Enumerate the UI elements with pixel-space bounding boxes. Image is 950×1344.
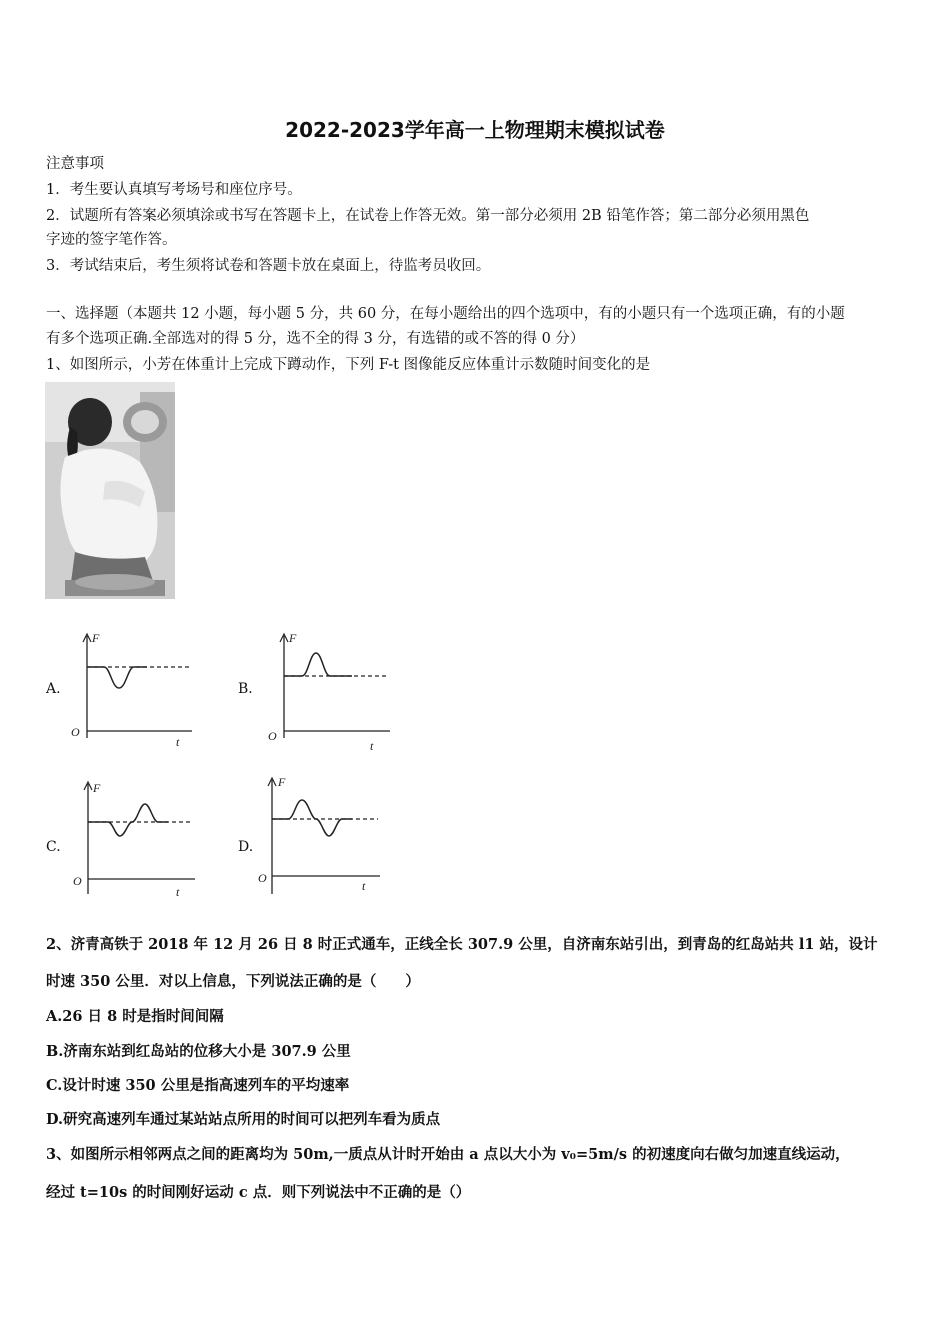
origin-label: O: [73, 874, 82, 888]
question-2-stem: 2、济青高铁于 2018 年 12 月 26 日 8 时正式通车，正线全长 307.9 公里，自济南东站引出，到青岛的红岛站共 l1 站，设计: [46, 936, 878, 953]
section-heading: 一、选择题（本题共 12 小题，每小题 5 分，共 60 分，在每小题给出的四个选项中，有的小题只有一个选项正确，有的小题: [46, 306, 845, 322]
option-c-graph: [70, 776, 210, 906]
section-heading-cont: 有多个选项正确.全部选对的得 5 分，选不全的得 3 分，有选错的或不答的得 0 分）: [46, 331, 585, 347]
axis-t-label: t: [176, 885, 180, 899]
page-title: 2022-2023学年高一上物理期末模拟试卷: [285, 118, 665, 142]
option-d-label: D.: [238, 839, 254, 855]
notice-item: 3．考试结束后，考生须将试卷和答题卡放在桌面上，待监考员收回。: [46, 258, 491, 274]
origin-label: O: [71, 725, 80, 739]
notice-item: 1．考生要认真填写考场号和座位序号。: [46, 182, 302, 198]
origin-label: O: [258, 871, 267, 885]
option-a-label: A.: [46, 681, 61, 697]
axis-t-label: t: [362, 879, 366, 893]
question-2-stem-cont: 时速 350 公里．对以上信息，下列说法正确的是（ ）: [46, 973, 420, 990]
question-3-stem-cont: 经过 t=10s 的时间刚好运动 c 点．则下列说法中不正确的是（）: [46, 1184, 471, 1201]
notice-item: 字迹的签字笔作答。: [46, 232, 177, 248]
option-b-graph: [262, 628, 402, 758]
option-d-graph: [256, 776, 396, 906]
question-2-option-d: D.研究高速列车通过某站站点所用的时间可以把列车看为质点: [46, 1111, 441, 1128]
axis-f-label: F: [278, 776, 286, 789]
question-1-stem: 1、如图所示，小芳在体重计上完成下蹲动作，下列 F-t 图像能反应体重计示数随时间变化的是: [46, 357, 651, 373]
option-c-label: C.: [46, 839, 61, 855]
option-b-label: B.: [238, 681, 253, 697]
axis-t-label: t: [176, 735, 180, 749]
axis-f-label: F: [289, 631, 297, 645]
question-3-stem: 3、如图所示相邻两点之间的距离均为 50m,一质点从计时开始由 a 点以大小为 v₀=5m/s 的初速度向右做匀加速直线运动，: [46, 1146, 850, 1163]
squat-photo: [45, 382, 175, 599]
axis-f-label: F: [92, 631, 100, 645]
notice-item: 2．试题所有答案必须填涂或书写在答题卡上，在试卷上作答无效。第一部分必须用 2B 铅笔作答；第二部分必须用黑色: [46, 208, 810, 224]
origin-label: O: [268, 729, 277, 743]
question-2-option-c: C.设计时速 350 公里是指高速列车的平均速率: [46, 1077, 350, 1094]
axis-t-label: t: [370, 739, 374, 753]
axis-f-label: F: [93, 781, 101, 795]
option-a-graph: [62, 628, 202, 758]
question-2-option-b: B.济南东站到红岛站的位移大小是 307.9 公里: [46, 1043, 351, 1060]
question-2-option-a: A.26 日 8 时是指时间间隔: [46, 1008, 224, 1025]
notice-heading: 注意事项: [46, 156, 104, 172]
